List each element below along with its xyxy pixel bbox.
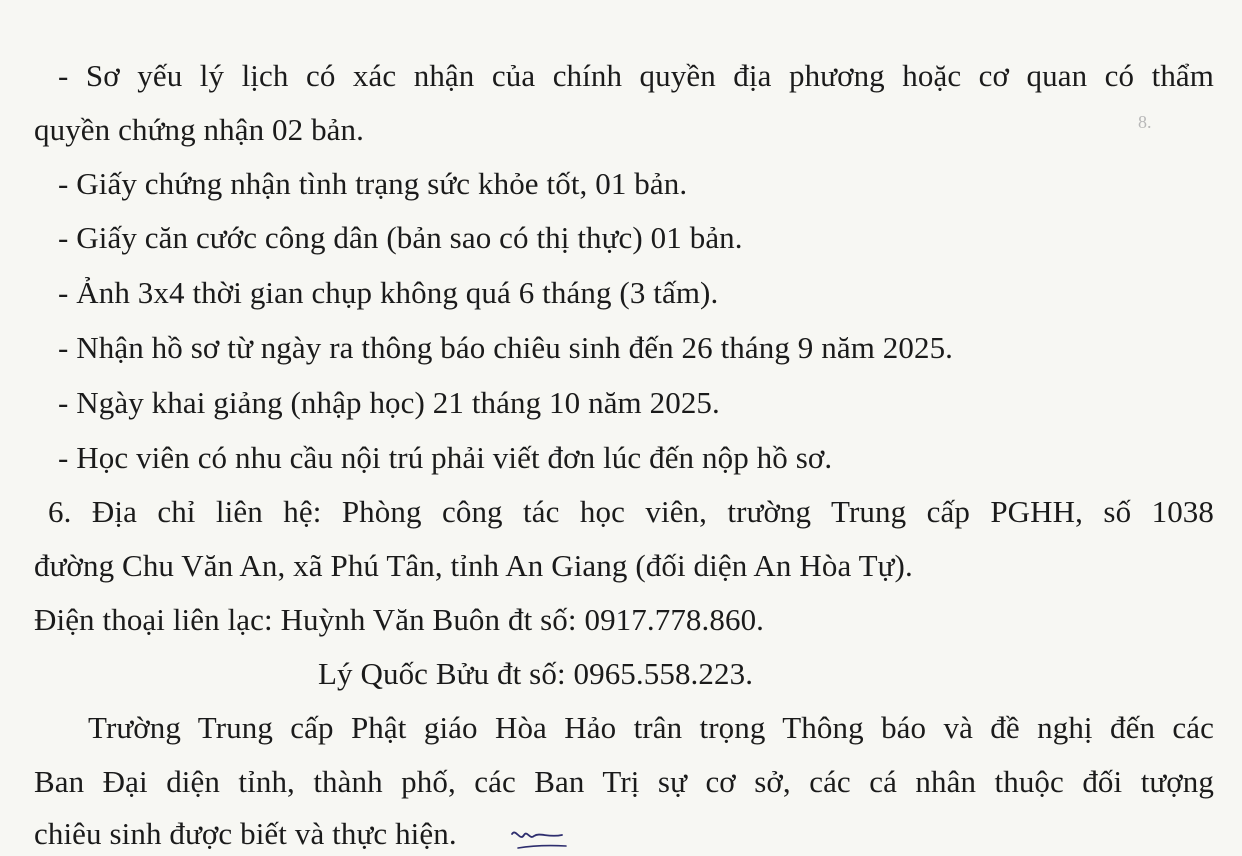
text-line: Trường Trung cấp Phật giáo Hòa Hảo trân trọng Thông báo và đề nghị đến các — [88, 710, 1214, 745]
text-line: 6. Địa chỉ liên hệ: Phòng công tác học viên, trường Trung cấp PGHH, số 1038 — [48, 494, 1214, 529]
text-line: quyền chứng nhận 02 bản. — [34, 112, 364, 147]
text-line: - Giấy chứng nhận tình trạng sức khỏe tốt, 01 bản. — [58, 166, 688, 201]
text-line: đường Chu Văn An, xã Phú Tân, tỉnh An Giang (đối diện An Hòa Tự). — [34, 548, 913, 583]
text-line: Điện thoại liên lạc: Huỳnh Văn Buôn đt số: 0917.778.860. — [34, 602, 765, 637]
text-line: - Ảnh 3x4 thời gian chụp không quá 6 tháng (3 tấm). — [58, 275, 719, 310]
margin-mark: 8. — [1138, 112, 1152, 132]
text-line: - Sơ yếu lý lịch có xác nhận của chính quyền địa phương hoặc cơ quan có thẩm — [58, 58, 1214, 93]
text-line: - Học viên có nhu cầu nội trú phải viết đơn lúc đến nộp hồ sơ. — [58, 440, 833, 475]
pen-squiggle-icon — [510, 826, 568, 856]
text-line: - Ngày khai giảng (nhập học) 21 tháng 10 năm 2025. — [58, 385, 720, 420]
text-line: Ban Đại diện tỉnh, thành phố, các Ban Trị sự cơ sở, các cá nhân thuộc đối tượng — [34, 764, 1214, 799]
text-line: - Giấy căn cước công dân (bản sao có thị thực) 01 bản. — [58, 220, 743, 255]
text-line: chiêu sinh được biết và thực hiện. — [34, 816, 457, 851]
text-line: Lý Quốc Bửu đt số: 0965.558.223. — [318, 656, 754, 691]
text-line: - Nhận hồ sơ từ ngày ra thông báo chiêu sinh đến 26 tháng 9 năm 2025. — [58, 330, 954, 365]
